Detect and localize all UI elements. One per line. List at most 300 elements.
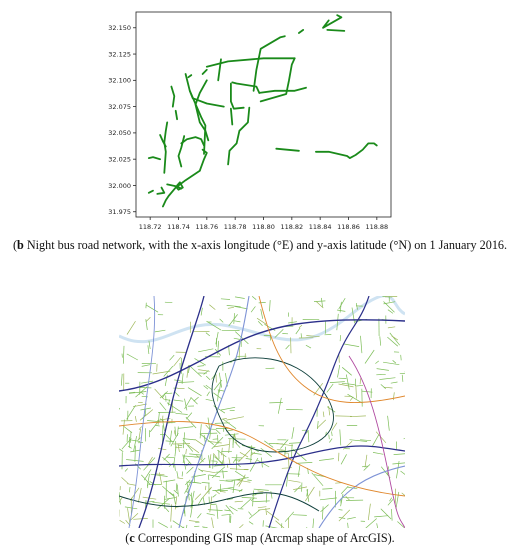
x-tick-label: 118.72	[138, 223, 162, 231]
minor-road	[228, 439, 245, 440]
minor-road	[388, 327, 395, 328]
minor-road	[201, 308, 202, 316]
bus-route-segment	[254, 36, 285, 91]
minor-road	[347, 517, 356, 519]
minor-road	[213, 453, 222, 464]
minor-road	[235, 297, 245, 299]
y-tick-label: 32.075	[108, 102, 131, 111]
y-tick-label: 32.100	[108, 76, 131, 85]
minor-road	[338, 365, 340, 377]
minor-road	[364, 464, 370, 470]
minor-road	[394, 453, 405, 454]
minor-road	[299, 325, 302, 328]
minor-road	[391, 382, 398, 383]
minor-road	[357, 385, 364, 386]
minor-road	[327, 407, 335, 413]
minor-road	[120, 520, 125, 523]
bus-route-segment	[176, 111, 177, 119]
minor-road	[195, 494, 201, 500]
minor-road	[344, 344, 359, 347]
figure-caption-b: (b Night bus road network, with the x-axis longitude (°E) and y-axis latitude (°N) on 1 January 2016.	[12, 238, 508, 252]
minor-road	[230, 506, 238, 511]
x-axis-ticks	[139, 217, 388, 231]
minor-road	[207, 392, 210, 396]
minor-road	[171, 525, 172, 528]
minor-road	[202, 527, 207, 528]
minor-road	[213, 455, 214, 469]
minor-road	[340, 429, 341, 445]
minor-road	[177, 485, 178, 497]
minor-road	[327, 384, 333, 393]
minor-road	[252, 495, 256, 496]
caption-b-label: b	[17, 238, 24, 252]
minor-road	[218, 487, 234, 490]
minor-road	[208, 475, 209, 480]
minor-road	[144, 469, 151, 480]
bus-route-segment	[149, 157, 160, 159]
minor-road	[312, 519, 313, 529]
minor-road	[225, 434, 239, 435]
minor-road	[236, 524, 243, 528]
minor-road	[289, 443, 301, 444]
y-tick-label: 31.975	[108, 208, 131, 217]
minor-road	[373, 452, 383, 454]
minor-road	[198, 498, 202, 505]
minor-road	[233, 480, 235, 493]
minor-road	[166, 457, 175, 458]
minor-road	[220, 319, 224, 323]
minor-road	[323, 412, 324, 418]
minor-road	[188, 388, 202, 396]
minor-road	[346, 496, 350, 500]
minor-road	[288, 480, 300, 482]
minor-road	[216, 472, 228, 473]
minor-road	[247, 480, 251, 481]
minor-road	[176, 413, 188, 414]
minor-road	[235, 306, 248, 309]
minor-road	[314, 301, 325, 302]
minor-road	[390, 498, 392, 502]
minor-road	[234, 338, 241, 339]
minor-road	[373, 435, 379, 446]
minor-road	[269, 402, 283, 403]
bus-route-segment	[299, 30, 303, 33]
minor-road	[129, 487, 130, 492]
minor-road	[186, 413, 192, 420]
x-tick-label: 118.84	[308, 223, 332, 231]
minor-road	[368, 504, 370, 520]
minor-road	[197, 366, 204, 367]
minor-road	[320, 498, 337, 500]
minor-road	[160, 391, 168, 398]
minor-road	[249, 522, 253, 525]
minor-road	[189, 521, 199, 522]
minor-road	[138, 488, 141, 503]
minor-road	[229, 314, 238, 326]
figure-caption-c: (c Corresponding GIS map (Arcmap shape of ArcGIS).	[125, 531, 395, 545]
minor-road	[293, 515, 307, 516]
x-tick-label: 118.78	[223, 223, 247, 231]
minor-road	[235, 501, 243, 502]
minor-road	[170, 431, 172, 445]
minor-road	[214, 380, 222, 390]
minor-road	[288, 453, 289, 469]
minor-road	[156, 474, 165, 475]
minor-road	[200, 424, 201, 438]
minor-road	[147, 305, 159, 312]
gis-road-map	[119, 296, 405, 528]
minor-road	[155, 330, 166, 332]
minor-road	[385, 296, 397, 297]
minor-road	[362, 466, 368, 467]
minor-road	[360, 378, 361, 384]
minor-road	[374, 516, 388, 517]
minor-road	[306, 345, 311, 348]
minor-road	[360, 440, 371, 441]
x-tick-label: 118.80	[252, 223, 275, 231]
minor-road	[182, 472, 183, 477]
minor-road	[194, 397, 199, 401]
minor-road	[393, 392, 394, 400]
minor-road	[187, 467, 194, 474]
minor-road	[329, 439, 332, 443]
minor-road	[321, 298, 322, 307]
minor-road	[266, 526, 282, 528]
minor-road	[254, 489, 269, 490]
minor-road	[383, 362, 399, 365]
minor-road	[305, 487, 314, 501]
minor-road	[170, 355, 175, 360]
minor-road	[227, 305, 241, 306]
minor-road	[258, 507, 267, 508]
minor-road	[322, 489, 332, 490]
minor-road	[229, 438, 230, 453]
bus-route-segment	[149, 191, 153, 193]
minor-road	[177, 527, 184, 528]
minor-road	[257, 460, 269, 467]
minor-road	[135, 416, 136, 422]
minor-road	[282, 468, 292, 469]
bus-route-segment	[261, 58, 295, 101]
minor-road	[379, 378, 395, 380]
minor-road	[388, 416, 390, 431]
minor-road	[258, 491, 264, 492]
minor-road	[258, 509, 270, 511]
bus-route-segment	[188, 75, 191, 77]
minor-road	[165, 302, 172, 303]
minor-road	[242, 497, 257, 498]
x-tick-label: 118.76	[195, 223, 219, 231]
minor-road	[329, 435, 330, 440]
bus-route-lines	[149, 15, 377, 206]
minor-road	[206, 385, 212, 389]
minor-road	[185, 525, 187, 528]
night-bus-road-network-plot	[0, 0, 520, 236]
minor-road	[298, 465, 300, 477]
minor-road	[155, 389, 165, 400]
minor-road	[235, 321, 241, 322]
minor-road	[175, 427, 176, 437]
x-tick-label: 118.88	[365, 223, 389, 231]
minor-road	[221, 418, 227, 419]
minor-road	[322, 506, 323, 519]
minor-road	[173, 521, 184, 528]
minor-road	[350, 416, 366, 417]
minor-road	[158, 498, 170, 509]
minor-road	[339, 510, 350, 521]
minor-road	[402, 375, 403, 382]
minor-road	[206, 399, 213, 400]
minor-road	[144, 458, 156, 471]
minor-road	[306, 528, 318, 529]
minor-road	[365, 350, 374, 364]
minor-road	[286, 345, 290, 349]
minor-road	[392, 509, 393, 521]
minor-road	[365, 519, 377, 529]
minor-road	[183, 440, 193, 452]
minor-road	[341, 454, 347, 464]
y-axis-ticks	[108, 24, 136, 216]
minor-road	[270, 300, 271, 311]
minor-road	[288, 322, 297, 323]
minor-road	[319, 459, 334, 461]
minor-road	[258, 321, 262, 325]
minor-road	[241, 499, 251, 509]
minor-road	[292, 427, 294, 439]
minor-road	[219, 383, 220, 392]
minor-road	[191, 397, 198, 404]
y-tick-label: 32.125	[108, 50, 131, 59]
minor-road	[131, 432, 132, 443]
bus-route-segment	[164, 122, 167, 172]
minor-road	[127, 354, 138, 360]
x-tick-label: 118.74	[167, 223, 190, 231]
y-tick-label: 32.000	[108, 181, 131, 190]
minor-road	[217, 505, 218, 519]
minor-road	[233, 459, 236, 463]
minor-road	[250, 458, 258, 472]
minor-road	[133, 518, 148, 519]
minor-road	[401, 355, 402, 360]
minor-road	[198, 349, 213, 352]
minor-road	[205, 486, 206, 490]
minor-road	[158, 412, 159, 425]
minor-road	[119, 449, 123, 452]
minor-road	[214, 457, 223, 464]
minor-road	[296, 328, 300, 334]
minor-road	[224, 510, 230, 511]
minor-road	[342, 367, 352, 375]
minor-road	[251, 306, 255, 312]
minor-road	[337, 310, 345, 311]
minor-road	[285, 512, 294, 522]
minor-road	[183, 439, 195, 440]
minor-road	[195, 439, 205, 446]
bus-route-segment	[203, 70, 207, 74]
minor-road	[206, 376, 210, 380]
x-tick-label: 118.82	[280, 223, 304, 231]
minor-road	[162, 457, 170, 464]
minor-road	[329, 406, 330, 415]
minor-road	[238, 449, 250, 462]
minor-road	[127, 321, 136, 334]
minor-road	[227, 488, 243, 491]
minor-road	[252, 501, 270, 502]
minor-road	[221, 299, 230, 300]
minor-road	[176, 483, 177, 491]
main-road	[212, 358, 333, 452]
minor-road	[361, 336, 362, 353]
minor-road	[356, 385, 357, 399]
minor-road	[348, 523, 349, 528]
minor-road	[177, 478, 183, 479]
minor-road	[387, 337, 397, 346]
minor-road	[202, 482, 210, 483]
y-tick-label: 32.150	[108, 24, 131, 33]
minor-road	[402, 493, 405, 501]
minor-road	[377, 369, 389, 371]
minor-road	[165, 507, 169, 512]
minor-road	[332, 431, 333, 436]
bus-route-segment	[231, 109, 232, 125]
caption-c-label: c	[129, 531, 135, 545]
minor-road	[170, 492, 174, 495]
minor-road	[249, 512, 252, 516]
minor-road	[128, 508, 130, 523]
minor-road	[252, 296, 256, 299]
minor-road	[189, 365, 202, 377]
minor-road	[401, 471, 406, 479]
minor-road	[213, 494, 217, 497]
minor-road	[189, 454, 202, 455]
minor-road	[275, 329, 284, 337]
minor-road	[278, 398, 281, 414]
minor-road	[183, 456, 198, 457]
minor-road	[339, 510, 343, 511]
x-tick-label: 118.86	[337, 223, 360, 231]
bus-route-segment	[259, 88, 306, 93]
minor-road	[178, 427, 193, 429]
caption-c-text: Corresponding GIS map (Arcmap shape of ArcGIS).	[134, 531, 395, 545]
minor-road	[376, 374, 385, 375]
minor-road	[400, 373, 405, 374]
minor-road	[156, 425, 160, 426]
minor-road	[177, 471, 178, 478]
bus-route-segment	[218, 59, 221, 80]
minor-road	[171, 433, 179, 446]
minor-road	[209, 475, 221, 477]
bus-route-segment	[231, 84, 244, 109]
minor-road	[348, 394, 363, 403]
minor-road	[266, 368, 275, 369]
minor-road	[171, 504, 172, 521]
minor-road	[308, 431, 309, 443]
minor-road	[188, 445, 199, 453]
minor-road	[174, 430, 175, 434]
minor-road	[162, 486, 174, 497]
minor-road	[377, 523, 380, 528]
minor-road	[381, 384, 386, 388]
minor-road	[122, 477, 129, 483]
minor-road	[178, 382, 194, 383]
minor-road	[375, 361, 378, 364]
minor-road	[339, 298, 346, 309]
minor-road	[321, 505, 329, 512]
minor-road	[337, 314, 339, 330]
minor-road	[393, 360, 396, 363]
minor-road	[352, 308, 355, 324]
minor-road	[163, 480, 175, 482]
minor-road	[207, 514, 215, 516]
bus-route-segment	[327, 30, 344, 31]
minor-road	[201, 470, 216, 473]
bus-route-segment	[171, 87, 174, 107]
minor-road	[148, 345, 149, 354]
minor-road	[135, 446, 136, 462]
minor-road	[271, 491, 272, 498]
minor-road	[226, 417, 244, 420]
minor-road	[404, 437, 405, 438]
minor-road	[174, 357, 181, 366]
minor-road	[330, 382, 345, 383]
bus-route-segment	[276, 149, 299, 151]
minor-road	[174, 400, 184, 401]
minor-road	[125, 469, 128, 472]
minor-road	[146, 317, 151, 322]
minor-road	[166, 441, 175, 442]
minor-road	[343, 441, 352, 449]
minor-road	[206, 333, 210, 336]
minor-road	[160, 403, 166, 411]
bus-route-segment	[316, 143, 377, 158]
minor-road	[127, 484, 136, 486]
minor-road	[119, 408, 120, 420]
minor-road	[221, 491, 226, 492]
minor-road	[214, 445, 229, 447]
minor-road	[186, 449, 187, 454]
minor-road	[209, 305, 215, 310]
minor-road	[175, 392, 179, 396]
minor-road	[293, 487, 307, 490]
minor-road	[222, 514, 231, 515]
minor-road	[153, 502, 170, 504]
y-tick-label: 32.050	[108, 129, 131, 138]
y-tick-label: 32.025	[108, 155, 131, 164]
minor-road	[121, 374, 122, 386]
minor-road	[173, 458, 174, 468]
minor-road	[261, 448, 272, 457]
minor-road	[380, 336, 381, 345]
caption-b-text: Night bus road network, with the x-axis longitude (°E) and y-axis latitude (°N) on 1 January 2016.	[23, 238, 508, 252]
bus-route-segment	[181, 137, 204, 145]
minor-road	[158, 522, 168, 527]
bus-route-segment	[179, 136, 185, 166]
minor-road	[229, 458, 230, 464]
minor-road	[212, 518, 214, 528]
minor-road	[346, 375, 349, 390]
bus-route-segment	[323, 15, 341, 28]
minor-road	[381, 509, 391, 519]
minor-road	[221, 407, 235, 410]
minor-road	[197, 513, 201, 518]
main-road	[269, 296, 369, 528]
minor-road	[128, 446, 131, 448]
minor-road	[174, 494, 176, 504]
minor-road	[228, 307, 234, 308]
minor-road	[211, 504, 217, 505]
minor-road	[175, 447, 182, 448]
minor-road	[340, 335, 341, 341]
